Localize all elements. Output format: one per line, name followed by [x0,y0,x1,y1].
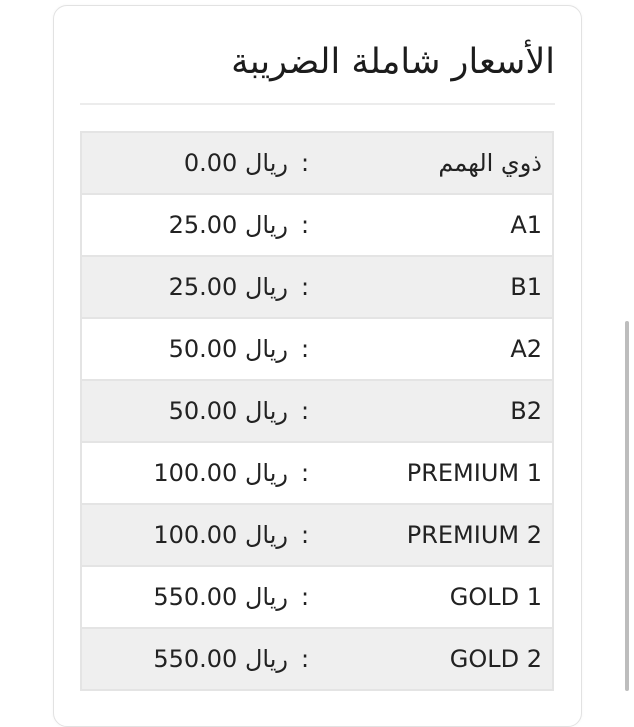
currency-label: ريال [244,459,288,487]
ticket-category [320,504,553,566]
ticket-category-label: B2 [510,397,542,425]
ticket-category-label: A2 [510,335,542,363]
price-amount: 25.00 [168,211,238,239]
price-amount: 100.00 [153,459,238,487]
ticket-price [81,318,290,380]
price-row [81,132,553,194]
separator: : [290,194,320,256]
currency-label: ريال [244,521,288,549]
currency-label: ريال [244,645,288,673]
price-row [81,566,553,628]
price-amount: 50.00 [168,397,238,425]
ticket-category [320,628,553,690]
ticket-category [320,318,553,380]
ticket-category-label: PREMIUM 2 [406,521,542,549]
ticket-price [81,380,290,442]
price-row [81,256,553,318]
ticket-price [81,566,290,628]
price-row [81,628,553,690]
price-table [80,131,554,691]
ticket-category-label: A1 [510,211,542,239]
currency-label: ريال [244,397,288,425]
ticket-category [320,256,553,318]
ticket-category-label: B1 [510,273,542,301]
separator: : [290,628,320,690]
price-amount: 550.00 [153,645,238,673]
price-amount: 550.00 [153,583,238,611]
currency-label: ريال [244,335,288,363]
ticket-category [320,566,553,628]
ticket-category-label: GOLD 2 [449,645,542,673]
separator: : [290,504,320,566]
currency-label: ريال [244,211,288,239]
separator: : [290,380,320,442]
price-row [81,504,553,566]
currency-label: ريال [244,583,288,611]
ticket-category [320,380,553,442]
ticket-category-label: PREMIUM 1 [406,459,542,487]
ticket-price [81,628,290,690]
currency-label: ريال [244,149,288,177]
ticket-category [320,442,553,504]
currency-label: ريال [244,273,288,301]
title-divider [80,103,555,105]
price-row [81,194,553,256]
ticket-price [81,442,290,504]
price-amount: 0.00 [183,149,238,177]
ticket-category [320,194,553,256]
separator: : [290,442,320,504]
price-amount: 25.00 [168,273,238,301]
ticket-price [81,504,290,566]
price-amount: 100.00 [153,521,238,549]
separator: : [290,318,320,380]
price-amount: 50.00 [168,335,238,363]
price-row [81,442,553,504]
ticket-price [81,256,290,318]
price-row [81,318,553,380]
ticket-category-label: GOLD 1 [449,583,542,611]
card-title: الأسعار شاملة الضريبة [231,42,555,82]
ticket-price [81,194,290,256]
separator: : [290,132,320,194]
ticket-price [81,132,290,194]
ticket-category: ذوي الهمم [320,132,553,194]
scrollbar[interactable] [625,321,629,691]
separator: : [290,566,320,628]
price-row [81,380,553,442]
separator: : [290,256,320,318]
